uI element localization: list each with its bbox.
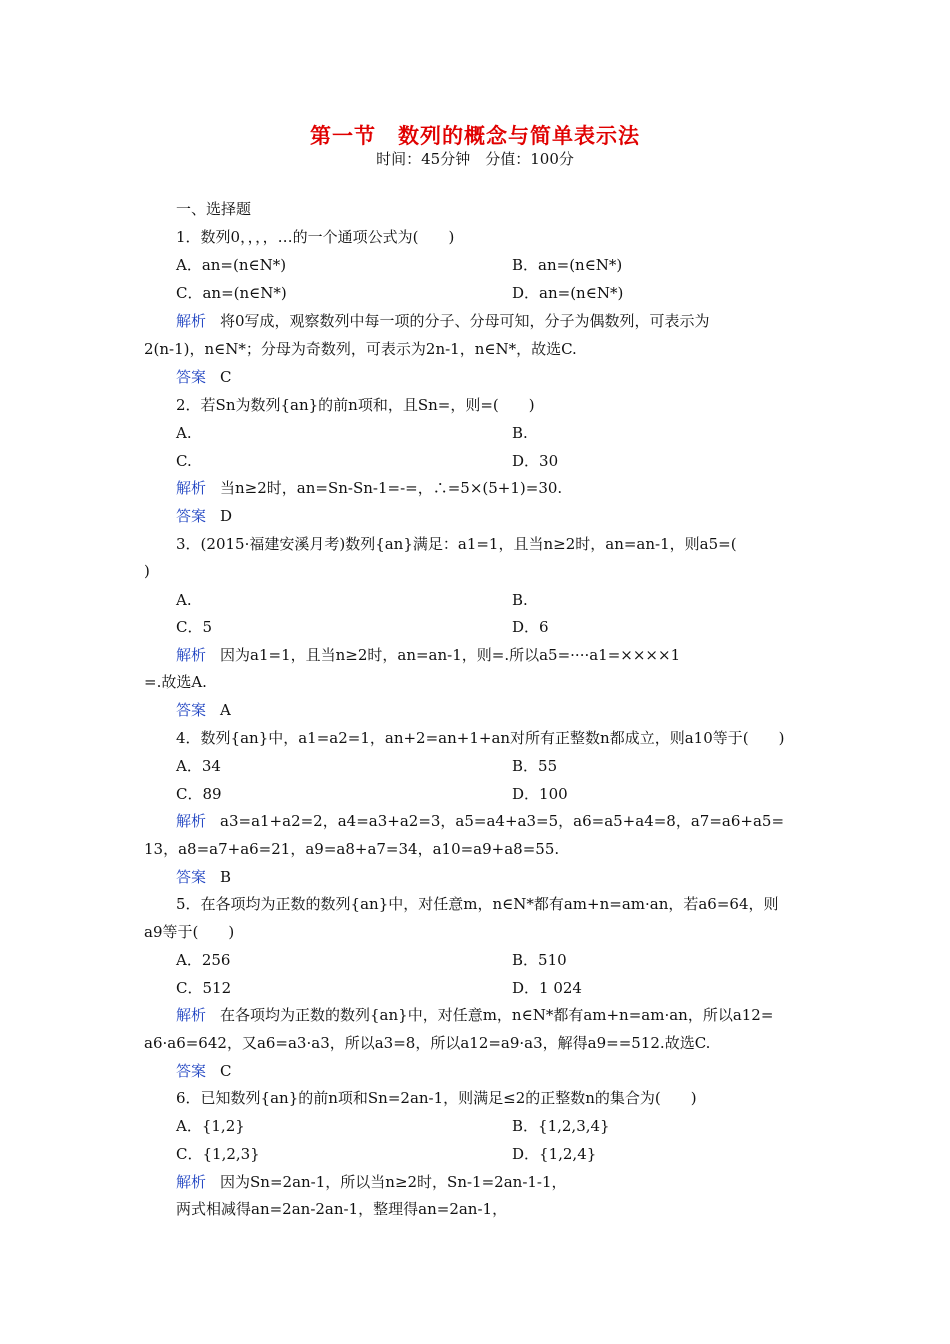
q1-option-c: C．an=(n∈N*) bbox=[176, 284, 287, 302]
q1-option-d: D．an=(n∈N*) bbox=[512, 284, 624, 302]
q1-answer: 答案 C bbox=[176, 368, 232, 386]
analysis-label: 解析 bbox=[176, 312, 207, 330]
answer-label: 答案 bbox=[176, 701, 207, 719]
q3-option-d: D．6 bbox=[512, 618, 549, 636]
q6-option-d: D．{1,2,4} bbox=[512, 1145, 597, 1163]
q6-analysis-line-2: 两式相减得an=2an-2an-1，整理得an=2an-1， bbox=[176, 1200, 508, 1218]
q3-stem-line-1: 3．(2015·福建安溪月考)数列{an}满足：a1=1，且当n≥2时，an=an-1，则a5=( bbox=[176, 535, 737, 553]
q3-option-c: C．5 bbox=[176, 618, 213, 636]
q5-answer: 答案 C bbox=[176, 1062, 232, 1080]
q2-answer: 答案 D bbox=[176, 507, 233, 525]
q5-option-b: B．510 bbox=[512, 951, 567, 969]
q5-stem-line-2: a9等于( ) bbox=[144, 923, 235, 941]
q2-option-c: C. bbox=[176, 452, 192, 470]
q4-answer: 答案 B bbox=[176, 868, 232, 886]
q2-stem: 2．若Sn为数列{an}的前n项和，且Sn=，则=( ) bbox=[176, 396, 535, 414]
answer-label: 答案 bbox=[176, 507, 207, 525]
q6-option-b: B．{1,2,3,4} bbox=[512, 1117, 610, 1135]
q3-answer: 答案 A bbox=[176, 701, 231, 719]
q4-option-d: D．100 bbox=[512, 785, 568, 803]
q4-stem: 4．数列{an}中，a1=a2=1，an+2=an+1+an对所有正整数n都成立，则a10等于( ) bbox=[176, 729, 785, 747]
q3-option-b: B. bbox=[512, 591, 528, 609]
q2-analysis: 解析 当n≥2时，an=Sn-Sn-1=-=，∴=5×(5+1)=30. bbox=[176, 479, 563, 497]
q1-stem: 1．数列0，，，，…的一个通项公式为( ) bbox=[176, 228, 455, 246]
q4-analysis-line-1: 解析 a3=a1+a2=2，a4=a3+a2=3，a5=a4+a3=5，a6=a5+a4=8，a7=a6+a5= bbox=[176, 812, 785, 830]
q2-option-d: D．30 bbox=[512, 452, 559, 470]
q3-option-a: A. bbox=[176, 591, 192, 609]
analysis-label: 解析 bbox=[176, 646, 207, 664]
q1-analysis-line-1: 解析 将0写成，观察数列中每一项的分子、分母可知，分子为偶数列，可表示为 bbox=[176, 312, 710, 330]
analysis-label: 解析 bbox=[176, 1006, 207, 1024]
q4-option-c: C．89 bbox=[176, 785, 222, 803]
q5-option-a: A．256 bbox=[176, 951, 231, 969]
q5-analysis-line-2: a6·a6=642，又a6=a3·a3，所以a3=8，所以a12=a9·a3，解得a9==512.故选C. bbox=[144, 1034, 711, 1052]
q6-stem: 6．已知数列{an}的前n项和Sn=2an-1，则满足≤2的正整数n的集合为( ) bbox=[176, 1089, 697, 1107]
q5-option-d: D．1 024 bbox=[512, 979, 582, 997]
q3-stem-line-2: ) bbox=[144, 562, 150, 580]
q4-option-b: B．55 bbox=[512, 757, 558, 775]
q4-analysis-line-2: 13，a8=a7+a6=21，a9=a8+a7=34，a10=a9+a8=55. bbox=[144, 840, 560, 858]
answer-label: 答案 bbox=[176, 368, 207, 386]
q5-analysis-line-1: 解析 在各项均为正数的数列{an}中，对任意m，n∈N*都有am+n=am·an，所以a12= bbox=[176, 1006, 774, 1024]
q6-option-c: C．{1,2,3} bbox=[176, 1145, 260, 1163]
q4-option-a: A．34 bbox=[176, 757, 221, 775]
analysis-label: 解析 bbox=[176, 479, 207, 497]
page-title: 第一节 数列的概念与简单表示法 bbox=[310, 123, 640, 148]
q1-analysis-line-2: 2(n-1)，n∈N*；分母为奇数列，可表示为2n-1，n∈N*，故选C. bbox=[144, 340, 577, 358]
q6-analysis-line-1: 解析 因为Sn=2an-1，所以当n≥2时，Sn-1=2an-1-1， bbox=[176, 1173, 567, 1191]
q3-analysis-line-1: 解析 因为a1=1，且当n≥2时，an=an-1，则=.所以a5=····a1=××××1 bbox=[176, 646, 681, 664]
q6-option-a: A．{1,2} bbox=[176, 1117, 245, 1135]
q2-option-b: B. bbox=[512, 424, 528, 442]
answer-label: 答案 bbox=[176, 868, 207, 886]
answer-label: 答案 bbox=[176, 1062, 207, 1080]
section-heading: 一、选择题 bbox=[176, 200, 252, 218]
analysis-label: 解析 bbox=[176, 1173, 207, 1191]
page-subtitle: 时间：45分钟 分值：100分 bbox=[376, 150, 574, 168]
q2-option-a: A. bbox=[176, 424, 192, 442]
analysis-label: 解析 bbox=[176, 812, 207, 830]
q5-stem-line-1: 5．在各项均为正数的数列{an}中，对任意m，n∈N*都有am+n=am·an，若a6=64，则 bbox=[176, 895, 779, 913]
q3-analysis-line-2: =.故选A. bbox=[144, 673, 207, 691]
q5-option-c: C．512 bbox=[176, 979, 232, 997]
q1-option-a: A．an=(n∈N*) bbox=[176, 256, 287, 274]
q1-option-b: B．an=(n∈N*) bbox=[512, 256, 623, 274]
